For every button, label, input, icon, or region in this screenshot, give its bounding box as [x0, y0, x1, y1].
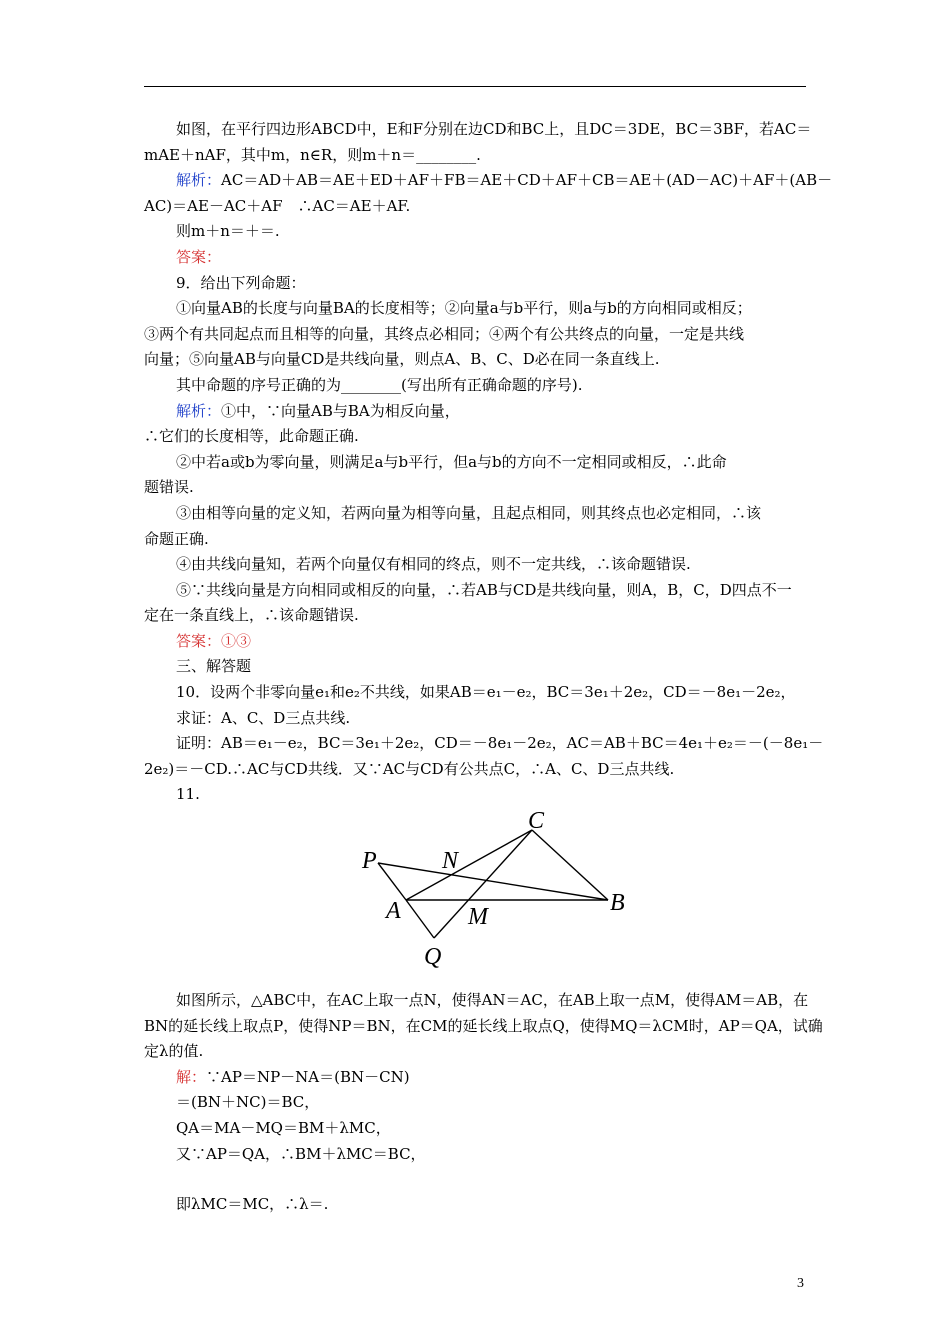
label-m: M — [468, 904, 488, 930]
analysis-label: 解析： — [176, 401, 222, 420]
label-b: B — [610, 890, 625, 916]
q8-analysis-2: AC)＝AE－AC＋AF ∴AC＝AE＋AF. — [144, 196, 411, 215]
q9-analysis-4: 题错误. — [144, 478, 194, 497]
q10-line-2: 求证：A、C、D三点共线. — [176, 708, 351, 727]
q10-line-3: 证明：AB＝e₁－e₂，BC＝3e₁＋2e₂，CD＝－8e₁－2e₂，AC＝AB＋BC＝4e₁＋e₂＝－(－8e₁－ — [176, 734, 824, 753]
line-ac — [406, 830, 532, 900]
q11-line-3: 定λ的值. — [144, 1042, 204, 1061]
q9-answer-value: ①③ — [221, 631, 252, 650]
q8-line-2: mAE＋nAF，其中m，n∈R，则m＋n＝________. — [144, 145, 481, 164]
q8-answer — [144, 245, 808, 271]
section-heading: 三、解答题 — [176, 657, 252, 676]
q8-analysis-text-1: AC＝AD＋AB＝AE＋ED＋AF＋FB＝AE＋CD＋AF＋CB＝AE＋(AD－AC)＋AF＋(AB－ — [221, 171, 833, 190]
q9-analysis-5: ③由相等向量的定义知，若两向量为相等向量，且起点相同，则其终点也必定相同，∴该 — [176, 503, 762, 522]
q9-analysis-3: ②中若a或b为零向量，则满足a与b平行，但a与b的方向不一定相同或相反，∴此命 — [176, 452, 727, 471]
q8-analysis-3: 则m＋n＝＋＝. — [176, 222, 280, 241]
q9-analysis-6: 命题正确. — [144, 529, 209, 548]
q11-solution-5: 即λMC＝MC，∴λ＝. — [176, 1195, 329, 1214]
q11-title: 11. — [176, 785, 200, 804]
blank-line — [144, 1167, 808, 1192]
answer-label: 答案： — [176, 247, 222, 266]
q11-line-2: BN的延长线上取点P，使得NP＝BN，在CM的延长线上取点Q，使得MQ＝λCM时，AP＝QA，试确 — [144, 1016, 823, 1035]
solution-label: 解： — [176, 1067, 207, 1086]
q9-line-3: 向量；⑤向量AB与向量CD是共线向量，则点A、B、C、D必在同一条直线上. — [144, 350, 660, 369]
q11-line-1: 如图所示，△ABC中，在AC上取一点N，使得AN＝AC，在AB上取一点M，使得AM＝AB，在 — [176, 991, 809, 1010]
q11-solution-2: ＝(BN＋NC)＝BC， — [176, 1093, 320, 1112]
q8-line-1: 如图，在平行四边形ABCD中，E和F分别在边CD和BC上，且DC＝3DE，BC＝3BF，若AC＝ — [176, 120, 812, 138]
label-c: C — [528, 808, 545, 834]
q9-line-1: ①向量AB的长度与向量BA的长度相等；②向量a与b平行，则a与b的方向相同或相反； — [176, 299, 752, 318]
label-a: A — [386, 898, 401, 924]
q9-analysis-7: ④由共线向量知，若两个向量仅有相同的终点，则不一定共线，∴该命题错误. — [176, 555, 691, 574]
page-content — [144, 117, 833, 1218]
line-aq — [406, 900, 434, 938]
answer-label: 答案： — [176, 631, 222, 650]
label-p: P — [362, 848, 377, 874]
header-rule — [144, 86, 806, 87]
q9-line-2: ③两个有共同起点而且相等的向量，其终点必相同；④两个有公共终点的向量，一定是共线 — [144, 324, 745, 343]
triangle-figure — [356, 800, 636, 975]
q9-analysis-1 — [144, 399, 808, 425]
q11-solution-3: QA＝MA－MQ＝BM＋λMC， — [176, 1119, 391, 1137]
label-q: Q — [424, 944, 442, 970]
label-n: N — [442, 848, 459, 874]
q9-analysis-text-1: ①中，∵向量AB与BA为相反向量， — [221, 401, 460, 420]
page-number: 3 — [797, 1276, 804, 1291]
q11-solution-text-1: ∵AP＝NP－NA＝(BN－CN) — [206, 1067, 410, 1086]
q11-solution-1 — [144, 1065, 808, 1091]
q9-title: 9．给出下列命题： — [176, 273, 306, 292]
line-pa — [378, 863, 406, 900]
triangle-diagram — [356, 800, 636, 975]
q9-answer — [144, 629, 808, 655]
q9-analysis-8: ⑤∵共线向量是方向相同或相反的向量，∴若AB与CD是共线向量，则A，B，C，D四点不一 — [176, 580, 792, 599]
q11-solution-4: 又∵AP＝QA，∴BM＋λMC＝BC， — [176, 1144, 426, 1163]
q9-line-4: 其中命题的序号正确的为________(写出所有正确命题的序号). — [176, 375, 583, 394]
q9-analysis-9: 定在一条直线上，∴该命题错误. — [144, 606, 359, 625]
q10-line-4: 2e₂)＝－CD.∴AC与CD共线．又∵AC与CD有公共点C，∴A、C、D三点共线. — [144, 759, 675, 778]
analysis-label: 解析： — [176, 171, 222, 190]
q9-analysis-2: ∴它们的长度相等，此命题正确. — [144, 427, 359, 446]
q10-line-1: 10．设两个非零向量e₁和e₂不共线，如果AB＝e₁－e₂，BC＝3e₁＋2e₂，CD＝－8e₁－2e₂， — [176, 683, 796, 702]
q8-analysis-1 — [144, 168, 833, 194]
